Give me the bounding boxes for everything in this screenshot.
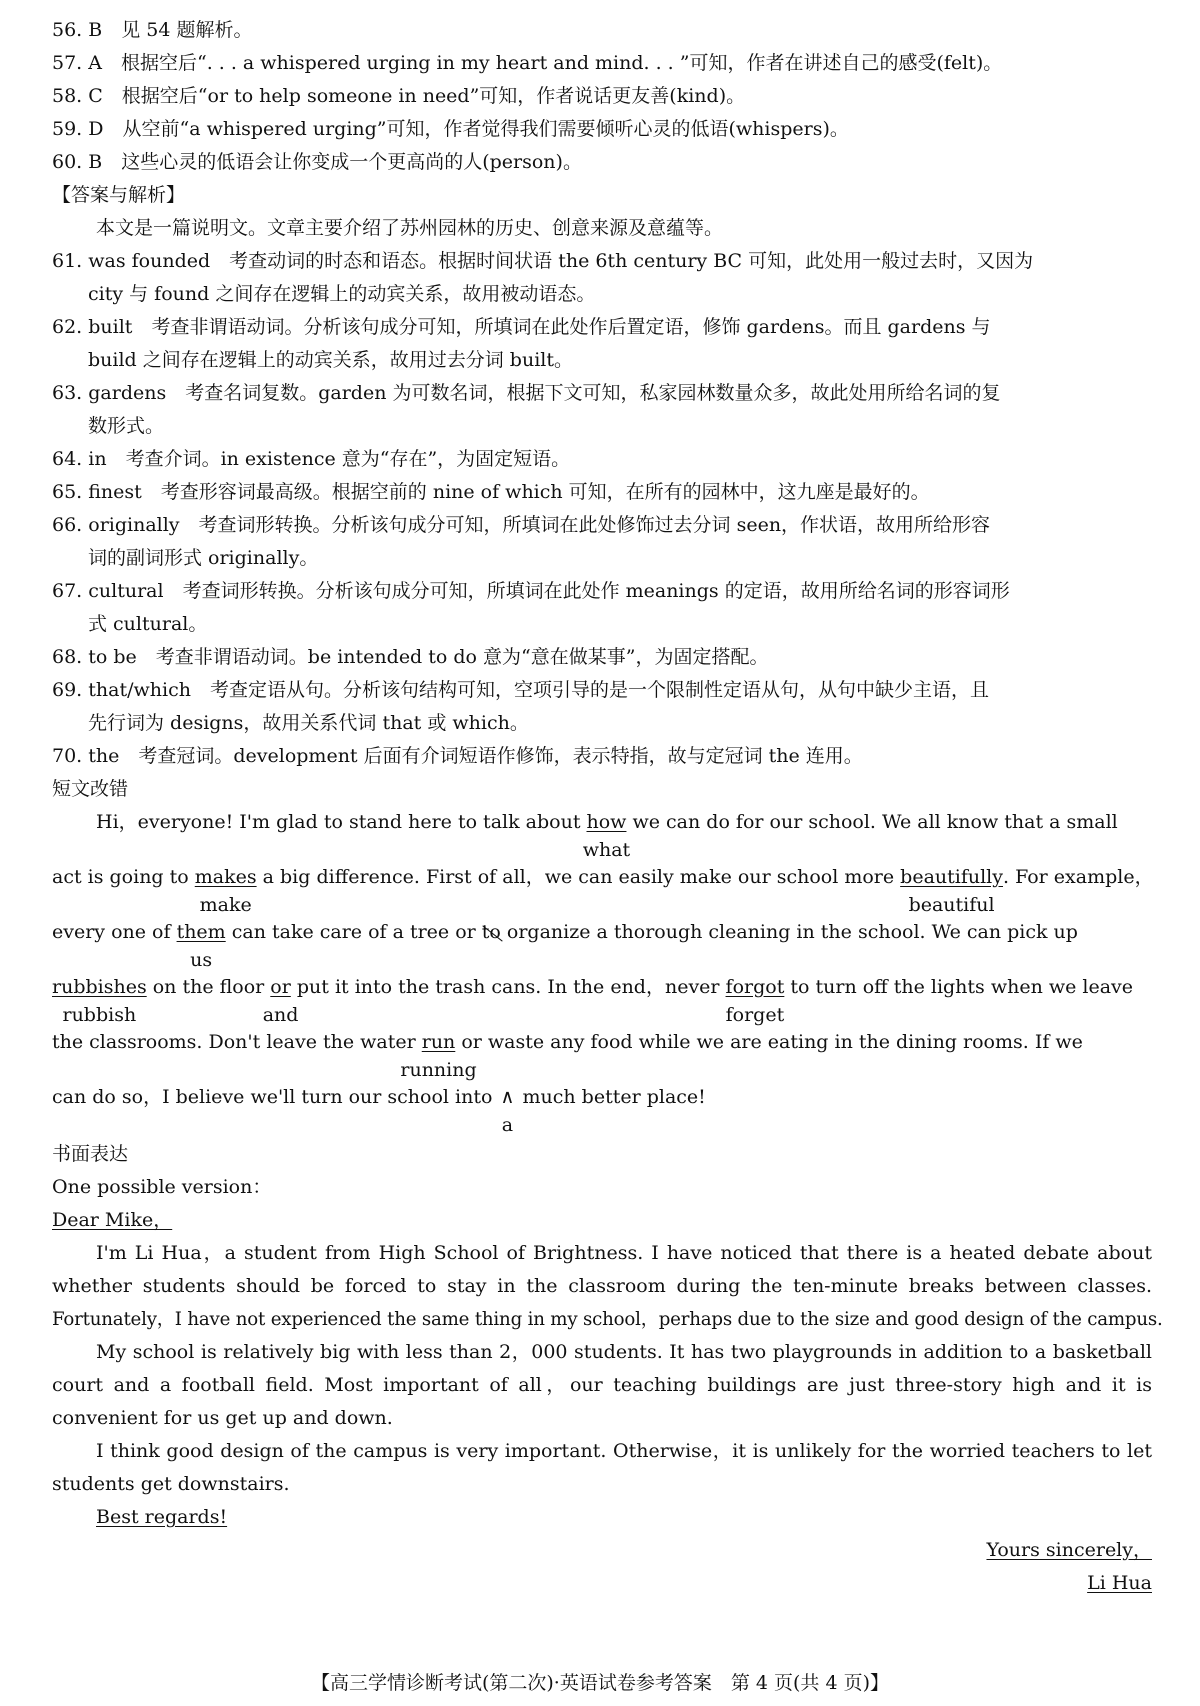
item-line: 64. in 考查介词。in existence 意为“存在”，为固定短语。 (52, 448, 571, 470)
deleted-word: to (482, 916, 501, 949)
correction-word: what (582, 839, 631, 861)
correction-word: beautiful (908, 894, 995, 916)
letter-line: students get downstairs. (52, 1473, 290, 1495)
correction-row (52, 1026, 1152, 1081)
letter-line: I think good design of the campus is very important. Otherwise，it is unlikely for the worried teachers to let (96, 1440, 1152, 1462)
correction-row (52, 916, 1152, 971)
correction-passage (52, 806, 1152, 1136)
item-line: 68. to be 考查非谓语动词。be intended to do 意为“意在做某事”，为固定搭配。 (52, 646, 769, 668)
correction-word: forget (725, 1004, 785, 1026)
text-run: put it into the trash cans. In the end，never (290, 976, 726, 998)
text-run: on the floor (146, 976, 271, 998)
grammar-items (52, 245, 1152, 773)
letter-line: convenient for us get up and down. (52, 1407, 393, 1429)
item-line: 62. built 考查非谓语动词。分析该句成分可知，所填词在此处作后置定语，修饰 gardens。而且 gardens 与 (52, 316, 991, 338)
correction-row (52, 806, 1152, 861)
answer-page (52, 14, 1163, 1600)
letter-line: whether students should be forced to stay in the classroom during the ten-minute breaks between classes. (52, 1275, 1152, 1297)
item-line-cont: 词的副词形式 originally。 (88, 547, 319, 569)
error-word: run running (422, 1026, 456, 1059)
correction-word: and (262, 1004, 299, 1026)
item-line: 70. the 考查冠词。development 后面有介词短语作修饰，表示特指，故与定冠词 the 连用。 (52, 745, 863, 767)
answer-line: 59. D 从空前“a whispered urging”可知，作者觉得我们需要倾听心灵的低语(whispers)。 (52, 118, 849, 140)
correction-word: rubbish (62, 1004, 137, 1026)
letter-line: court and a football field. Most important of all，our teaching buildings are just three-story high and it is (52, 1374, 1152, 1396)
text-run: can take care of a tree or (225, 921, 482, 943)
text-run: we can do for our school. We all know that a small (626, 811, 1118, 833)
letter-sign-off: Yours sincerely， (986, 1539, 1152, 1561)
answer-line: 56. B 见 54 题解析。 (52, 19, 253, 41)
item-line: 63. gardens 考查名词复数。garden 为可数名词，根据下文可知，私家园林数量众多，故此处用所给名词的复 (52, 382, 1001, 404)
correction-row (52, 1081, 1152, 1136)
answer-line: 60. B 这些心灵的低语会让你变成一个更高尚的人(person)。 (52, 151, 582, 173)
possible-version-label: One possible version： (52, 1176, 272, 1198)
item-line-cont: city 与 found 之间存在逻辑上的动宾关系，故用被动语态。 (88, 283, 596, 305)
error-word: forgot forget (726, 971, 785, 1004)
item-line: 66. originally 考查词形转换。分析该句成分可知，所填词在此处修饰过去分词 seen，作状语，故用所给形容 (52, 514, 991, 536)
error-word: them us (177, 916, 226, 949)
letter-salutation: Dear Mike， (52, 1209, 173, 1231)
item-line: 67. cultural 考查词形转换。分析该句成分可知，所填词在此处作 meanings 的定语，故用所给名词的形容词形 (52, 580, 1010, 602)
correction-row (52, 971, 1152, 1026)
insert-caret: ∧ a (498, 1081, 516, 1114)
correction-word: running (400, 1059, 477, 1081)
error-word: rubbishes rubbish (52, 971, 147, 1004)
error-word: how what (587, 806, 627, 839)
text-run: or waste any food while we are eating in the dining rooms. If we (455, 1031, 1083, 1053)
text-run: to turn off the lights when we leave (784, 976, 1134, 998)
text-run: a big difference. First of all，we can easily make our school more (256, 866, 901, 888)
error-word: beautifully beautiful (900, 861, 1003, 894)
correction-word: make (199, 894, 252, 916)
text-run: Hi，everyone! I'm glad to stand here to talk about (96, 811, 587, 833)
item-line: 65. finest 考查形容词最高级。根据空前的 nine of which 可知，在所有的园林中，这九座是最好的。 (52, 481, 930, 503)
letter-line: I'm Li Hua，a student from High School of Brightness. I have noticed that there is a heated debate about (96, 1242, 1152, 1264)
correction-word: us (190, 949, 213, 971)
item-line: 61. was founded 考查动词的时态和语态。根据时间状语 the 6th century BC 可知，此处用一般过去时，又因为 (52, 250, 1034, 272)
section-heading-correction: 短文改错 (52, 778, 129, 800)
text-run: can do so，I believe we'll turn our school into (52, 1086, 499, 1108)
passage-intro: 本文是一篇说明文。文章主要介绍了苏州园林的历史、创意来源及意蕴等。 (96, 217, 724, 239)
answers-top (52, 14, 1152, 179)
section-heading-writing: 书面表达 (52, 1143, 129, 1165)
error-word: or and (270, 971, 291, 1004)
answer-line: 57. A 根据空后“. . . a whispered urging in my heart and mind. . . ”可知，作者在讲述自己的感受(felt)。 (52, 52, 1003, 74)
correction-word: a (501, 1114, 514, 1136)
item-line: 69. that/which 考查定语从句。分析该句结构可知，空项引导的是一个限制性定语从句，从句中缺少主语，且 (52, 679, 989, 701)
text-run: the classrooms. Don't leave the water (52, 1031, 422, 1053)
text-run: . For example， (1003, 866, 1154, 888)
page-footer: 【高三学情诊断考试(第二次)·英语试卷参考答案 第 4 页(共 4 页)】 (310, 1672, 890, 1694)
answer-line: 58. C 根据空后“or to help someone in need”可知，作者说话更友善(kind)。 (52, 85, 746, 107)
item-line-cont: 数形式。 (88, 415, 165, 437)
letter-line: Fortunately，I have not experienced the same thing in my school，perhaps due to the size and good design of the campus. (52, 1309, 1163, 1330)
item-line-cont: build 之间存在逻辑上的动宾关系，故用过去分词 built。 (88, 349, 573, 371)
error-word: makes make (195, 861, 257, 894)
letter-line: My school is relatively big with less than 2，000 students. It has two playgrounds in addition to a basketball (96, 1341, 1152, 1363)
text-run: much better place! (516, 1086, 706, 1108)
item-line-cont: 先行词为 designs，故用关系代词 that 或 which。 (88, 712, 529, 734)
section-heading-answers: 【答案与解析】 (52, 184, 186, 206)
letter-signature: Li Hua (1087, 1572, 1152, 1594)
text-run: every one of (52, 921, 177, 943)
letter-closing: Best regards! (96, 1506, 228, 1528)
item-line-cont: 式 cultural。 (88, 613, 208, 635)
letter-body (52, 1237, 1163, 1501)
text-run: organize a thorough cleaning in the school. We can pick up (500, 921, 1078, 943)
text-run: act is going to (52, 866, 195, 888)
correction-row (52, 861, 1152, 916)
